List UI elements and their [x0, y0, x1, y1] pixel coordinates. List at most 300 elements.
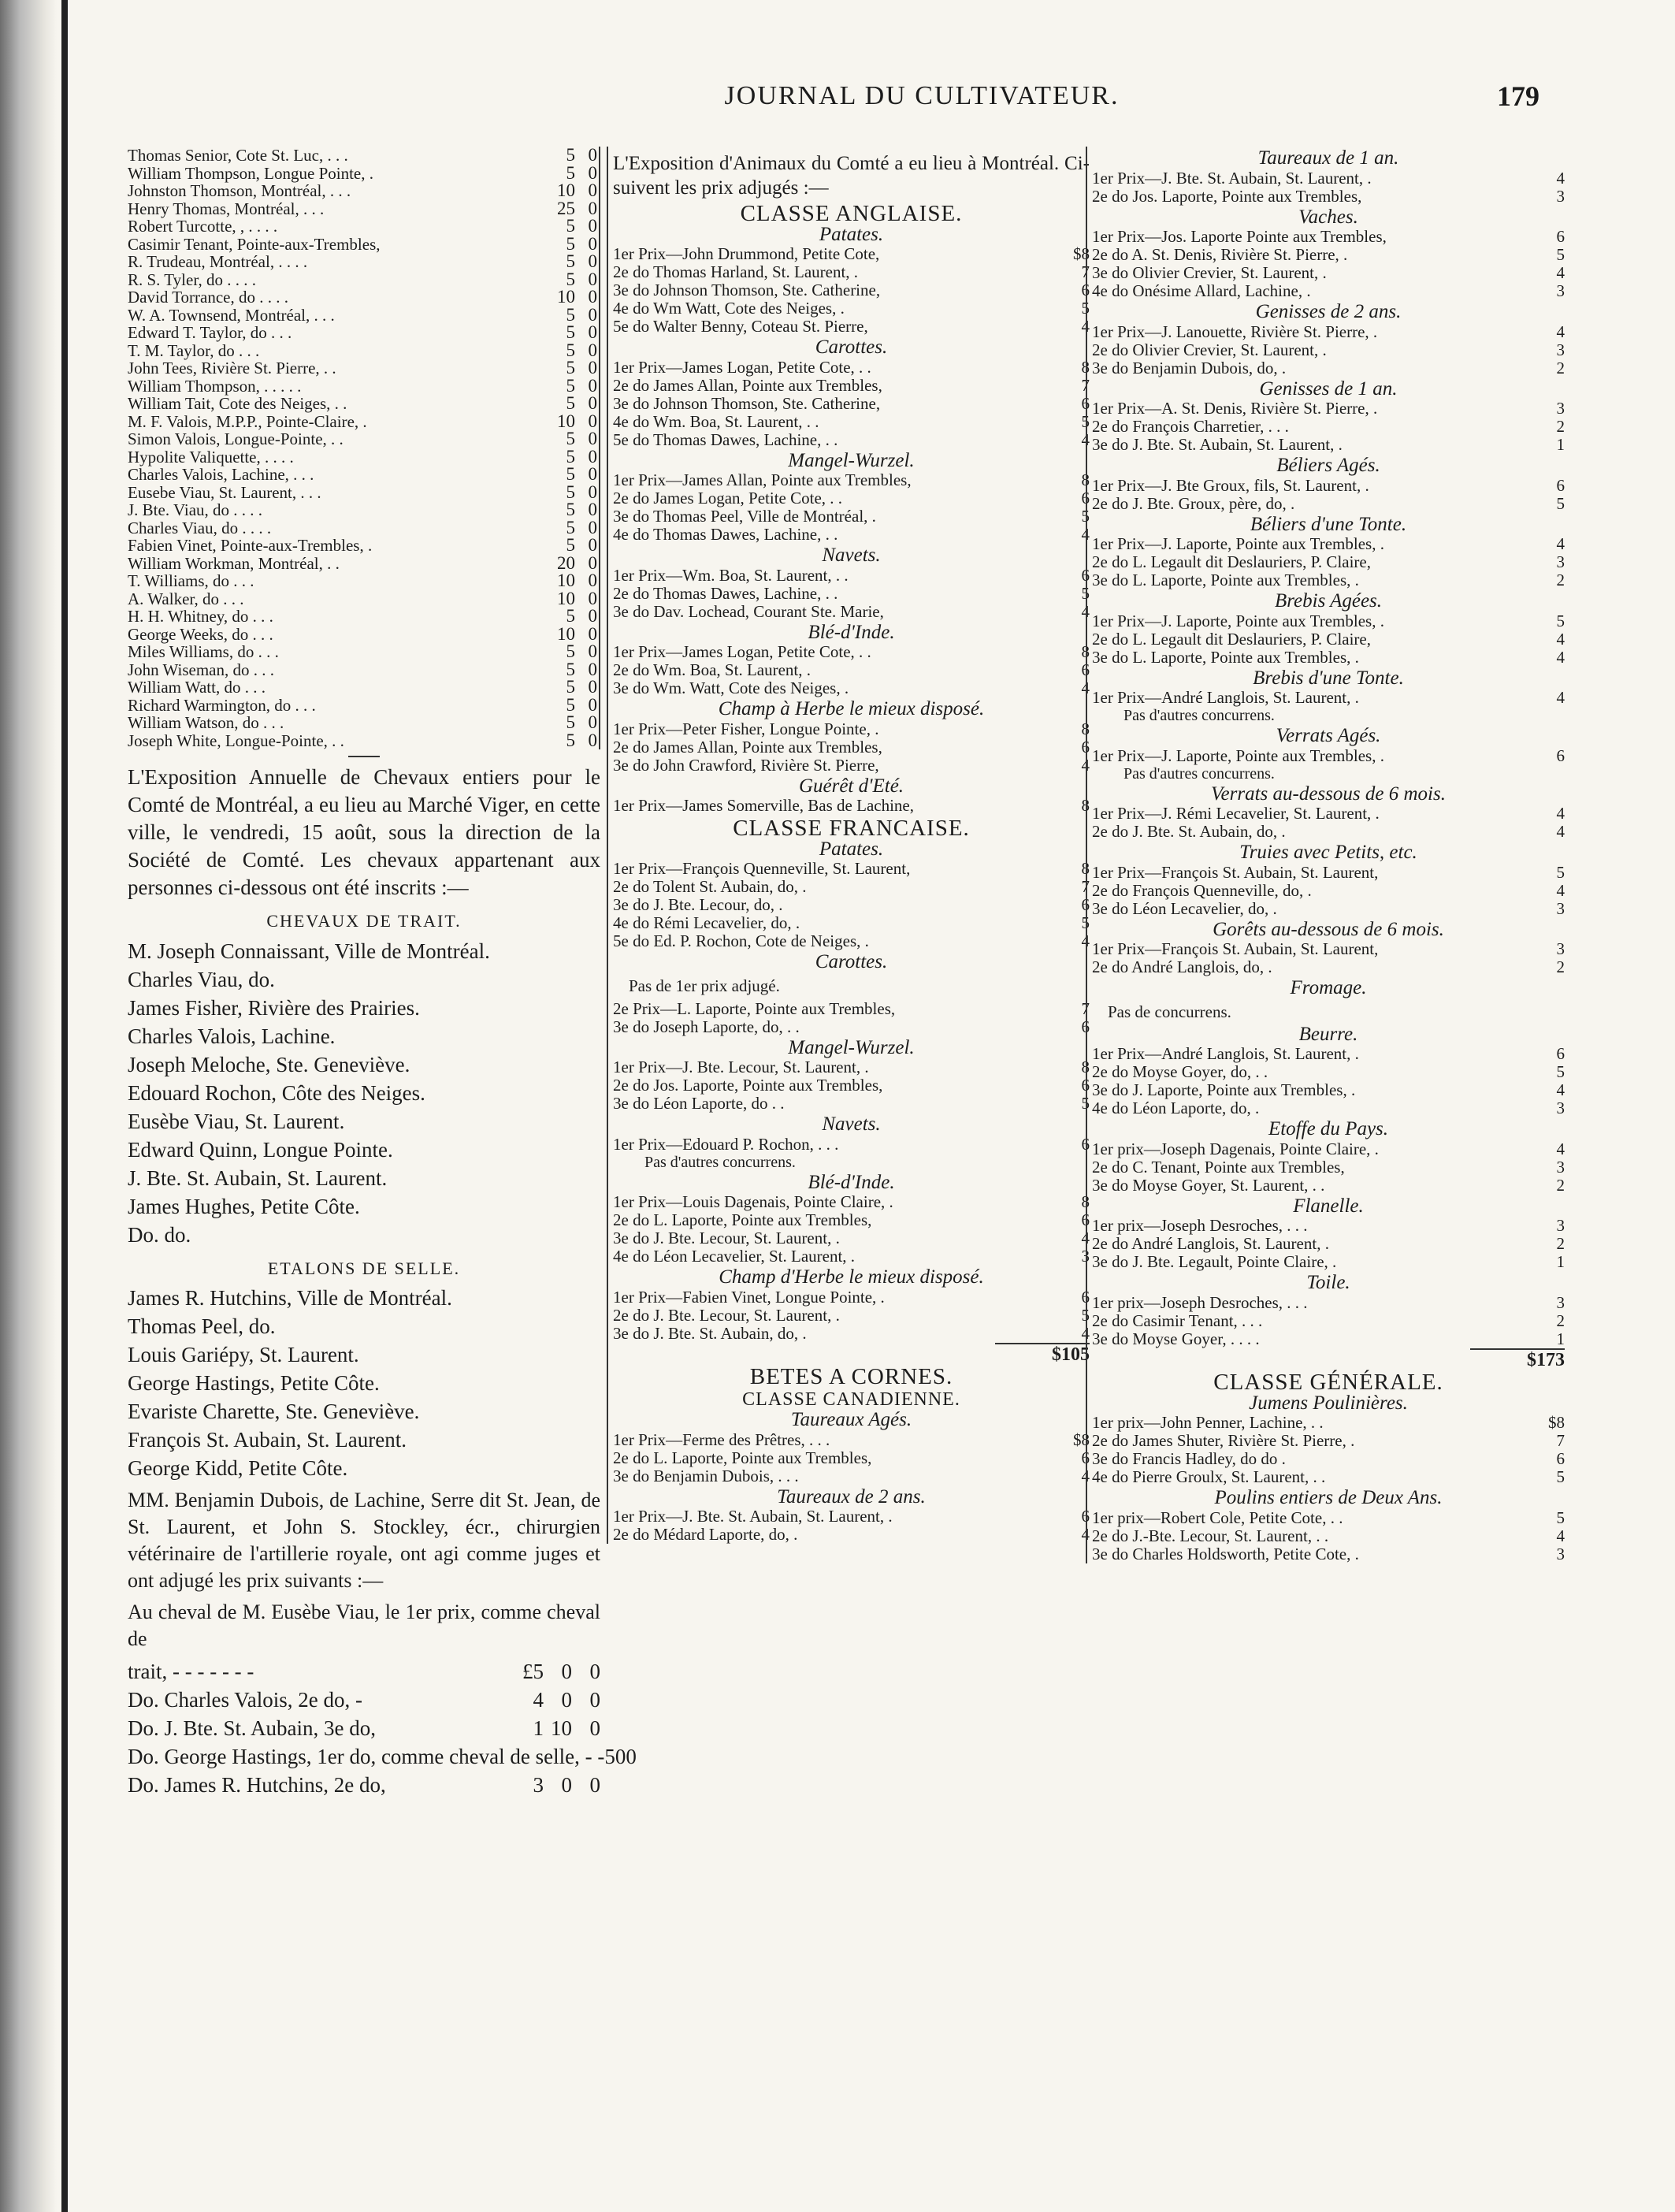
- prize-winner: 4e do Léon Lecavelier, St. Laurent, .: [613, 1247, 856, 1266]
- prize-amount: 6: [1081, 737, 1090, 757]
- prize-row: [1092, 940, 1565, 958]
- category-note: Pas d'autres concurrens.: [1123, 764, 1275, 783]
- prize-winner: 1er prix—Robert Cole, Petite Cote, . .: [1092, 1508, 1343, 1527]
- subscriber-row: [128, 271, 600, 289]
- prize-winner: 1er Prix—J. Laporte, Pointe aux Trembles, .: [1092, 745, 1384, 765]
- subscriber-pence: 0: [575, 430, 600, 448]
- subscriber-name: T. Williams, do . . .: [128, 571, 254, 590]
- prize-winner: 1er Prix—J. Bte. St. Aubain, St. Laurent, .: [613, 1507, 893, 1526]
- prize-amount: 4: [1081, 1525, 1090, 1544]
- subscriber-row: [128, 377, 600, 396]
- subscriber-pence: 0: [575, 147, 600, 165]
- prize-row: [1092, 1177, 1565, 1195]
- prize-row: [1092, 264, 1565, 282]
- prize-row: [1092, 1140, 1565, 1158]
- classe-canadienne-heading: CLASSE CANADIENNE.: [742, 1389, 960, 1410]
- subscriber-amount: 5: [566, 517, 575, 537]
- prize-row: [1092, 359, 1565, 377]
- prize-amount: 4: [1556, 822, 1565, 841]
- prize-winner: 1er Prix—J. Bte. St. Aubain, St. Laurent, .: [1092, 168, 1372, 188]
- prize-winner: 2e do C. Tenant, Pointe aux Trembles,: [1092, 1157, 1345, 1177]
- subscriber-row: [128, 233, 600, 254]
- class-heading: CLASSE FRANCAISE.: [733, 816, 970, 841]
- subscriber-name: R. S. Tyler, do . . . .: [128, 270, 256, 289]
- prize-winner: 3e do L. Laporte, Pointe aux Trembles, .: [1092, 647, 1359, 667]
- subscriber-row: [128, 590, 600, 608]
- prize-row: [1092, 805, 1565, 823]
- subscriber-amount: 5: [566, 464, 575, 484]
- prize-winner: 3e do Moyse Goyer, St. Laurent, . .: [1092, 1175, 1325, 1195]
- subscriber-amount: 5: [566, 641, 575, 661]
- prize-category-title: Toile.: [1306, 1272, 1350, 1293]
- prize-amount: 3: [1556, 1292, 1565, 1312]
- prize-winner: 4e do Léon Laporte, do, .: [1092, 1099, 1260, 1117]
- prize-winner: 2e do James Logan, Petite Cote, . .: [613, 489, 843, 507]
- subscriber-row: [128, 162, 600, 183]
- subscriber-amount: 5: [566, 393, 575, 413]
- subscriber-row: [128, 200, 600, 218]
- prize-amount: 8: [1081, 357, 1090, 377]
- subscriber-amount: 5: [566, 606, 575, 626]
- entrant-line: J. Bte. St. Aubain, St. Laurent.: [128, 1165, 388, 1190]
- horse-prize-label: Do. George Hastings, 1er do, comme cheval de selle, - -: [128, 1745, 605, 1768]
- page-binding-shadow: [0, 0, 57, 2212]
- prize-pence: 0: [626, 1745, 637, 1768]
- subscriber-pence: 0: [575, 626, 600, 644]
- prize-winner: 3e do Wm. Watt, Cote des Neiges, .: [613, 678, 849, 697]
- prize-amount: 5: [1081, 1305, 1090, 1325]
- prize-row: [613, 720, 1090, 738]
- prize-row: [613, 1431, 1090, 1449]
- horse-prize-row: [128, 1771, 600, 1799]
- prize-winner: 3e do Moyse Goyer, . . . .: [1092, 1329, 1260, 1348]
- prize-amount: 3: [1556, 1157, 1565, 1177]
- prize-winner: 2e do J. Bte. Groux, père, do, .: [1092, 493, 1295, 513]
- prize-amount: 2: [1556, 1234, 1565, 1253]
- prize-row: [1092, 400, 1565, 418]
- prize-row: [613, 245, 1090, 263]
- subscriber-list: [128, 147, 600, 749]
- prize-amount: 3: [1556, 898, 1565, 918]
- prize-winner: 2e do François Charretier, . . .: [1092, 417, 1289, 436]
- cattle-sheep-produce-prizes: [1092, 147, 1565, 1348]
- prize-amount: 8: [1081, 1058, 1090, 1076]
- category-note: Pas d'autres concurrens.: [644, 1153, 796, 1171]
- prize-row: [1092, 477, 1565, 495]
- subscriber-row: [128, 694, 600, 715]
- subscriber-name: Henry Thomas, Montréal, . . .: [128, 199, 325, 218]
- horse-prize-list: [128, 1657, 637, 1799]
- subscriber-name: J. Bte. Viau, do . . . .: [128, 500, 263, 519]
- prize-winner: 3e do J. Laporte, Pointe aux Trembles, .: [1092, 1080, 1356, 1099]
- prize-amount: 3: [1556, 552, 1565, 571]
- subscriber-name: R. Trudeau, Montréal, . . . .: [128, 252, 308, 271]
- subscriber-pence: 0: [575, 395, 600, 413]
- prize-amount: 2: [1556, 1310, 1565, 1330]
- prize-amount: 5: [1556, 1467, 1565, 1486]
- prize-amount: 3: [1081, 1247, 1090, 1266]
- prize-winner: 3e do Léon Laporte, do . .: [613, 1094, 785, 1113]
- prize-amount: $8: [1548, 1413, 1565, 1432]
- etalons-selle-list: [128, 1284, 600, 1482]
- prize-row: [1092, 1099, 1565, 1117]
- subscriber-row: [128, 572, 600, 590]
- subscriber-amount: 5: [566, 500, 575, 519]
- prize-winner: 1er Prix—James Logan, Petite Cote, . .: [613, 357, 871, 377]
- chevaux-trait-list: [128, 937, 600, 1249]
- prize-winner: 1er Prix—J. Bte Groux, fils, St. Laurent, .: [1092, 475, 1369, 495]
- subscriber-pence: 0: [575, 537, 600, 555]
- subscriber-pence: 0: [575, 182, 600, 200]
- prize-amount: 3: [1556, 186, 1565, 206]
- prize-row: [613, 318, 1090, 336]
- prize-winner: 1er Prix—Peter Fisher, Longue Pointe, .: [613, 719, 879, 738]
- subscriber-amount: 5: [566, 322, 575, 342]
- prize-amount: 6: [1081, 1287, 1090, 1307]
- prize-category-title: Taureaux Agés.: [790, 1409, 912, 1430]
- prize-amount: 4: [1556, 1080, 1565, 1099]
- prize-category-title: Flanelle.: [1293, 1195, 1364, 1217]
- subscriber-amount: 10: [557, 571, 575, 590]
- entrant-line: James R. Hutchins, Ville de Montréal.: [128, 1286, 452, 1310]
- prize-amount: 8: [1081, 859, 1090, 878]
- prize-row: [1092, 612, 1565, 630]
- prize-row: [1092, 649, 1565, 667]
- prize-amount: 3: [1556, 399, 1565, 418]
- prize-category-title: Genisses de 1 an.: [1259, 377, 1398, 400]
- subscriber-pence: 0: [575, 324, 600, 342]
- prize-amount: 4: [1081, 1229, 1090, 1247]
- prize-row: [1092, 228, 1565, 246]
- prize-winner: 2e do Tolent St. Aubain, do, .: [613, 877, 807, 896]
- prize-winner: 1er Prix—A. St. Denis, Rivière St. Pierre, .: [1092, 399, 1378, 418]
- chevaux-trait-heading: CHEVAUX DE TRAIT.: [266, 911, 462, 931]
- prize-amount: 5: [1556, 611, 1565, 630]
- prize-amount: 7: [1556, 1431, 1565, 1450]
- subscriber-name: William Workman, Montréal, . .: [128, 553, 340, 573]
- prize-amount: 8: [1081, 1192, 1090, 1211]
- prize-row: [1092, 630, 1565, 649]
- prize-amount: 4: [1556, 629, 1565, 649]
- subscriber-name: Fabien Vinet, Pointe-aux-Trembles, .: [128, 536, 373, 555]
- prize-winner: 1er Prix—Jos. Laporte Pointe aux Trembles,: [1092, 227, 1387, 246]
- subscriber-amount: 5: [566, 375, 575, 396]
- classe-generale-heading: CLASSE GÉNÉRALE.: [1213, 1370, 1443, 1395]
- prize-row: [1092, 882, 1565, 900]
- prize-row: [613, 1095, 1090, 1113]
- subscriber-pence: 0: [575, 519, 600, 537]
- prize-amount: 8: [1081, 642, 1090, 661]
- subscriber-name: William Thompson, Longue Pointe, .: [128, 163, 373, 183]
- horse-prize-row: [128, 1742, 637, 1771]
- subscriber-amount: 5: [566, 712, 575, 732]
- subscriber-amount: 5: [566, 659, 575, 679]
- prize-winner: 3e do Olivier Crevier, St. Laurent, .: [1092, 263, 1327, 282]
- subscriber-amount: 5: [566, 269, 575, 289]
- prize-row: [1092, 535, 1565, 553]
- prize-amount: 5: [1081, 583, 1090, 603]
- prize-pence: 0: [589, 1716, 600, 1740]
- prize-amount: 6: [1556, 1449, 1565, 1468]
- page-number: 179: [1497, 80, 1539, 112]
- prize-category-title: Champ d'Herbe le mieux disposé.: [719, 1266, 984, 1288]
- prize-winner: 1er Prix—Edouard P. Rochon, . . .: [613, 1134, 839, 1154]
- prize-row: [1092, 1414, 1565, 1432]
- prize-row: [613, 738, 1090, 757]
- prize-winner: 1er Prix—J. Rémi Lecavelier, St. Laurent, .: [1092, 804, 1380, 823]
- prize-winner: 2e do L. Legault dit Deslauriers, P. Claire,: [1092, 629, 1371, 649]
- prize-winner: 2e do Jos. Laporte, Pointe aux Trembles,: [1092, 186, 1362, 206]
- prize-amount: 6: [1081, 489, 1090, 507]
- subscriber-row: [128, 678, 600, 697]
- prize-amount: 6: [1081, 281, 1090, 299]
- subscriber-row: [128, 430, 600, 448]
- subscriber-name: David Torrance, do . . . .: [128, 288, 289, 307]
- prize-winner: 3e do J. Bte. St. Aubain, St. Laurent, .: [1092, 435, 1343, 454]
- prize-winner: 1er Prix—François Quenneville, St. Laurent,: [613, 859, 911, 878]
- running-header: JOURNAL DU CULTIVATEUR.: [724, 81, 1120, 110]
- prize-pence: 0: [589, 1773, 600, 1797]
- prize-row: [1092, 1527, 1565, 1545]
- subscriber-row: [128, 288, 600, 307]
- subscriber-pence: 0: [575, 217, 600, 236]
- subscriber-pence: 0: [575, 200, 600, 218]
- prize-winner: 1er Prix—André Langlois, St. Laurent, .: [1092, 688, 1359, 707]
- prize-row: [1092, 1235, 1565, 1253]
- prize-row: [1092, 436, 1565, 454]
- prize-row: [613, 896, 1090, 914]
- subscriber-row: [128, 608, 600, 626]
- prize-row: [613, 263, 1090, 281]
- prize-amount: 6: [1556, 745, 1565, 765]
- prize-row: [1092, 1253, 1565, 1271]
- prize-winner: 2e do Olivier Crevier, St. Laurent, .: [1092, 340, 1327, 359]
- prize-winner: 3e do Benjamin Dubois, . . .: [613, 1466, 799, 1485]
- prize-row: [613, 526, 1090, 544]
- prize-amount: 4: [1556, 322, 1565, 341]
- prize-category-title: Beurre.: [1298, 1023, 1358, 1045]
- prize-amount: 4: [1556, 534, 1565, 553]
- prize-amount: 6: [1081, 565, 1090, 585]
- total-amount: $173: [1470, 1348, 1565, 1370]
- prize-winner: 1er Prix—John Drummond, Petite Cote,: [613, 244, 880, 263]
- horse-prize-label: Do. Charles Valois, 2e do, -: [128, 1688, 362, 1712]
- subscriber-name: W. A. Townsend, Montréal, . . .: [128, 305, 335, 325]
- prize-category-title: Taureaux de 2 ans.: [777, 1485, 926, 1508]
- subscriber-pence: 0: [575, 448, 600, 467]
- prize-amount: 4: [1556, 647, 1565, 667]
- prize-amount: 7: [1081, 877, 1090, 896]
- prize-row: [613, 1211, 1090, 1229]
- subscriber-name: Charles Valois, Lachine, . . .: [128, 465, 314, 484]
- subscriber-amount: 5: [566, 535, 575, 555]
- subscriber-amount: 5: [566, 216, 575, 236]
- subscriber-name: John Tees, Rivière St. Pierre, . .: [128, 359, 336, 377]
- prize-row: [613, 757, 1090, 775]
- prize-row: [1092, 1294, 1565, 1312]
- prize-amount: 5: [1081, 913, 1090, 932]
- subscriber-pence: 0: [575, 236, 600, 254]
- prize-winner: 1er Prix—François St. Aubain, St. Laurent,: [1092, 862, 1379, 882]
- prize-pounds: £5: [522, 1660, 544, 1683]
- prize-winner: 2e do Médard Laporte, do, .: [613, 1525, 798, 1544]
- prize-amount: 4: [1556, 804, 1565, 823]
- subscriber-row: [128, 359, 600, 377]
- prize-winner: 2e do L. Laporte, Pointe aux Trembles,: [613, 1210, 872, 1229]
- prize-winner: 3e do Benjamin Dubois, do, .: [1092, 358, 1287, 377]
- prize-row: [1092, 571, 1565, 589]
- subscriber-row: [128, 324, 600, 342]
- prize-winner: 2e do J. Bte. Lecour, St. Laurent, .: [613, 1305, 840, 1325]
- prize-winner: 4e do Onésime Allard, Lachine, .: [1092, 281, 1311, 300]
- prize-category-title: Navets.: [822, 545, 881, 566]
- prize-winner: 1er Prix—J. Lanouette, Rivière St. Pierre, .: [1092, 322, 1378, 341]
- subscriber-row: [128, 623, 600, 644]
- etalons-selle-heading: ETALONS DE SELLE.: [267, 1258, 461, 1278]
- prize-winner: 2e do André Langlois, St. Laurent, .: [1092, 1234, 1329, 1253]
- prize-winner: 2e do François Quenneville, do, .: [1092, 880, 1312, 900]
- page-binding-edge: [61, 0, 68, 2212]
- prize-amount: 6: [1081, 1210, 1090, 1229]
- prize-category-title: Gorêts au-dessous de 6 mois.: [1213, 918, 1444, 940]
- entrant-line: James Hughes, Petite Côte.: [128, 1194, 360, 1218]
- prize-winner: 2e do Thomas Dawes, Lachine, . .: [613, 583, 838, 603]
- prize-winner: 1er Prix—James Logan, Petite Cote, . .: [613, 642, 871, 661]
- prize-winner: 3e do J. Bte. Lecour, St. Laurent, .: [613, 1229, 840, 1247]
- prize-amount: 4: [1556, 263, 1565, 282]
- prize-amount: 3: [1556, 939, 1565, 958]
- subscriber-name: William Watson, do . . .: [128, 713, 284, 732]
- subscriber-row: [128, 714, 600, 732]
- subscriber-name: Charles Viau, do . . . .: [128, 518, 272, 537]
- prize-winner: 1er Prix—J. Laporte, Pointe aux Trembles, .: [1092, 534, 1384, 553]
- prize-row: [613, 1018, 1090, 1036]
- prize-winner: 3e do J. Bte. Legault, Pointe Claire, .: [1092, 1252, 1337, 1271]
- classe-canadienne-prizes: [613, 1411, 1090, 1544]
- betes-a-cornes-heading: BETES A CORNES.: [749, 1364, 953, 1389]
- prize-winner: 5e do Ed. P. Rochon, Cote de Neiges, .: [613, 931, 869, 950]
- entrant-line: Louis Gariépy, St. Laurent.: [128, 1343, 359, 1366]
- prize-amount: 4: [1081, 678, 1090, 697]
- subscriber-name: Joseph White, Longue-Pointe, . .: [128, 731, 344, 750]
- prize-amount: 4: [1556, 1139, 1565, 1158]
- subscriber-pence: 0: [575, 697, 600, 715]
- prize-row: [613, 413, 1090, 431]
- entrant-line: Joseph Meloche, Ste. Geneviève.: [128, 1052, 410, 1076]
- prize-row: [1092, 1217, 1565, 1235]
- subscriber-name: Thomas Senior, Cote St. Luc, . . .: [128, 146, 348, 165]
- subscriber-pence: 0: [575, 501, 600, 519]
- subscriber-amount: 5: [566, 694, 575, 715]
- entrant-line: George Hastings, Petite Côte.: [128, 1371, 380, 1395]
- category-note: Pas d'autres concurrens.: [1123, 707, 1275, 724]
- entrant-line: Do. do.: [128, 1222, 191, 1247]
- prize-row: [613, 281, 1090, 299]
- prize-row: [613, 1325, 1090, 1343]
- prize-amount: 8: [1081, 470, 1090, 489]
- prize-row: [613, 878, 1090, 896]
- prize-shillings: 0: [561, 1688, 572, 1712]
- subscriber-name: William Watt, do . . .: [128, 678, 266, 697]
- prize-category-title: Patates.: [819, 223, 884, 245]
- prize-winner: 3e do Joseph Laporte, do, . .: [613, 1017, 800, 1036]
- prize-amount: 2: [1556, 1175, 1565, 1195]
- subscriber-name: George Weeks, do . . .: [128, 624, 273, 644]
- prize-row: [613, 1467, 1090, 1485]
- prize-row: [613, 1000, 1090, 1018]
- prize-winner: 4e do Pierre Groulx, St. Laurent, . .: [1092, 1467, 1326, 1486]
- entrant-line: Evariste Charette, Ste. Geneviève.: [128, 1400, 420, 1423]
- category-note: Pas de 1er prix adjugé.: [629, 976, 780, 995]
- prize-amount: 5: [1556, 493, 1565, 513]
- prize-amount: 4: [1556, 168, 1565, 188]
- prize-row: [613, 679, 1090, 697]
- prize-row: [1092, 1545, 1565, 1563]
- prize-row: [613, 1288, 1090, 1307]
- prize-winner: 1er Prix—James Somerville, Bas de Lachine,: [613, 796, 914, 815]
- prize-row: [1092, 1158, 1565, 1177]
- prize-amount: 4: [1081, 1466, 1090, 1485]
- subscriber-row: [128, 501, 600, 519]
- prize-amount: 6: [1081, 1017, 1090, 1036]
- prize-row: [1092, 689, 1565, 707]
- prize-amount: 4: [1081, 525, 1090, 544]
- prize-winner: 1er prix—Joseph Dagenais, Pointe Claire, .: [1092, 1139, 1379, 1158]
- subscriber-pence: 0: [575, 732, 600, 750]
- subscriber-name: John Wiseman, do . . .: [128, 660, 275, 679]
- subscriber-name: Richard Warmington, do . . .: [128, 695, 316, 715]
- subscriber-name: H. H. Whitney, do . . .: [128, 607, 273, 626]
- prize-winner: 2e do Thomas Harland, St. Laurent, .: [613, 262, 859, 281]
- prize-pence: 0: [589, 1660, 600, 1683]
- prize-category-title: Guérêt d'Eté.: [798, 775, 904, 797]
- prize-winner: 4e do Rémi Lecavelier, do, .: [613, 913, 800, 932]
- prize-row: [613, 1307, 1090, 1325]
- entrant-line: François St. Aubain, St. Laurent.: [128, 1428, 407, 1452]
- subscriber-amount: 5: [566, 730, 575, 750]
- prize-category-title: Genisses de 2 ans.: [1255, 301, 1402, 322]
- prize-row: [1092, 1312, 1565, 1330]
- prize-winner: 2e do J.-Bte. Lecour, St. Laurent, . .: [1092, 1526, 1329, 1545]
- prize-row: [613, 1526, 1090, 1544]
- classe-generale-prizes: [1092, 1392, 1565, 1563]
- prize-amount: $8: [1073, 244, 1090, 263]
- prize-row: [1092, 1450, 1565, 1468]
- prize-amount: 4: [1556, 688, 1565, 707]
- subscriber-row: [128, 519, 600, 537]
- prize-category-title: Carottes.: [815, 951, 888, 972]
- prize-winner: 2e do James Allan, Pointe aux Trembles,: [613, 375, 882, 395]
- prize-category-title: Fromage.: [1290, 977, 1367, 998]
- subscriber-pence: 0: [575, 643, 600, 661]
- prize-category-title: Brebis d'une Tonte.: [1253, 667, 1404, 689]
- prize-row: [1092, 1081, 1565, 1099]
- prize-row: [613, 603, 1090, 621]
- prize-amount: 3: [1556, 1544, 1565, 1563]
- subscriber-row: [128, 253, 600, 271]
- subscriber-pence: 0: [575, 413, 600, 431]
- prize-category-title: Patates.: [819, 838, 884, 860]
- prize-amount: 6: [1081, 660, 1090, 679]
- subscriber-amount: 5: [566, 481, 575, 502]
- subscriber-name: A. Walker, do . . .: [128, 589, 244, 608]
- prize-row: [1092, 900, 1565, 918]
- classe-anglaise-francaise-prizes: [613, 201, 1090, 1343]
- prize-winner: 3e do Francis Hadley, do do .: [1092, 1449, 1286, 1468]
- prize-winner: 3e do Johnson Thomson, Ste. Catherine,: [613, 393, 881, 413]
- prize-winner: 1er Prix—James Allan, Pointe aux Trembles,: [613, 470, 912, 489]
- subscriber-name: Casimir Tenant, Pointe-aux-Trembles,: [128, 234, 381, 254]
